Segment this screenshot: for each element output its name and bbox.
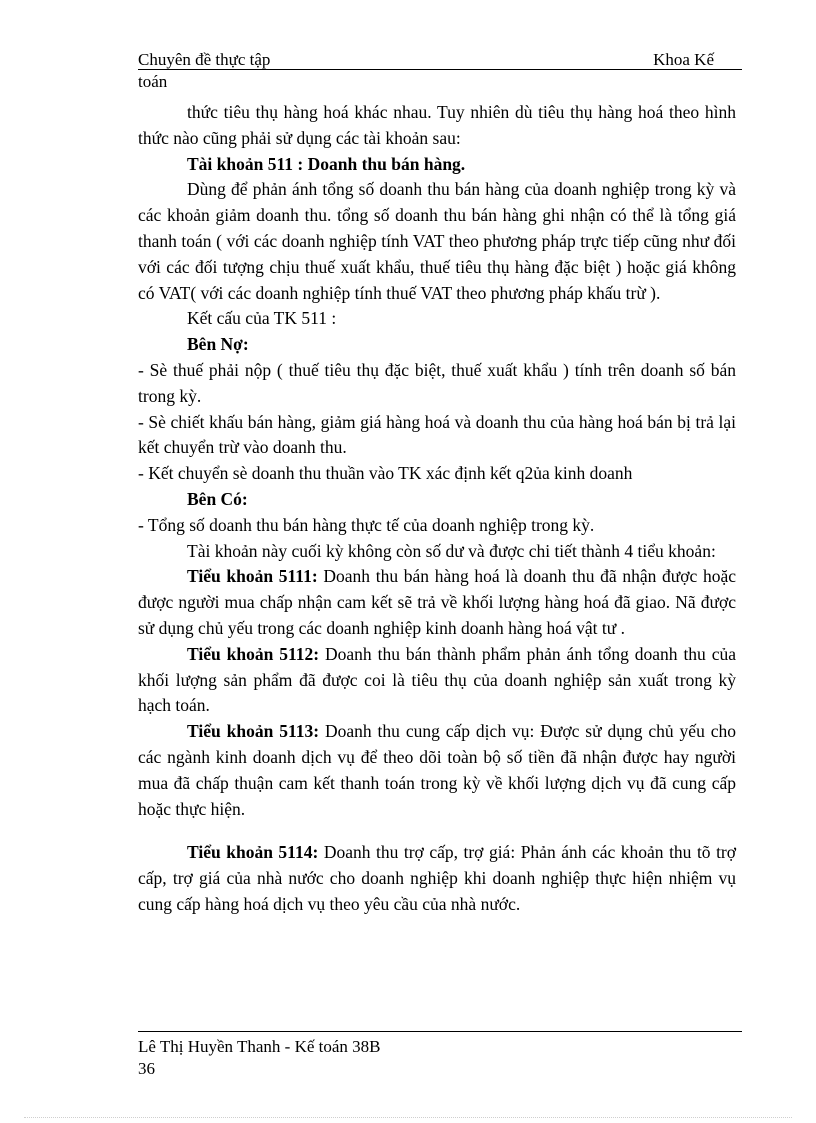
heading-account-511: Tài khoản 511 : Doanh thu bán hàng. [187, 153, 466, 174]
paragraph-5112 [138, 642, 736, 719]
header-left: Chuyên đề thực tập [138, 50, 271, 69]
paragraph-gap [138, 822, 736, 840]
text-5113: Doanh thu cung cấp dịch vụ: Được sử dụng chủ yếu cho các ngành kinh doanh dịch vụ để theo dõi toàn bộ số tiền đã nhận được hay người mua đã chấp thuận cam kết thanh toán trong kỳ về khối lượng dịch vụ đã cung cấp hoặc thực hiện. [138, 721, 736, 819]
page-header [138, 50, 742, 91]
page-number: 36 [138, 1059, 155, 1078]
heading-debit: Bên Nợ: [187, 334, 249, 355]
page-bottom-border [24, 1117, 792, 1118]
paragraph-intro: thức tiêu thụ hàng hoá khác nhau. Tuy nhiên dù tiêu thụ hàng hoá theo hình thức nào cũng phải sử dụng các tài khoản sau: [138, 102, 736, 148]
footer-author: Lê Thị Huyền Thanh - Kế toán 38B [138, 1037, 381, 1056]
debit-item-3: - Kết chuyển sè doanh thu thuần vào TK xác định kết q2ủa kinh doanh [138, 463, 633, 484]
header-row [138, 50, 742, 70]
document-body [138, 100, 736, 918]
text-5112: Doanh thu bán thành phẩm phản ánh tổng doanh thu của khối lượng sản phẩm đã được coi là tiêu thụ của doanh nghiệp sản xuất trong kỳ hạch toán. [138, 643, 736, 716]
header-right: Khoa Kế [653, 50, 714, 69]
text-5114: Doanh thu trợ cấp, trợ giá: Phản ánh các khoản thu tõ trợ cấp, trợ giá của nhà nước cho doanh nghiệp khi doanh nghiệp thực hiện nhiệm vụ cung cấp hàng hoá dịch vụ theo yêu cầu của nhà nước. [138, 842, 737, 914]
debit-item-2: - Sè chiết khấu bán hàng, giảm giá hàng hoá và doanh thu của hàng hoá bán bị trả lại kết chuyển trừ vào doanh thu. [138, 411, 736, 458]
page-footer [138, 1031, 742, 1080]
paragraph-5113 [138, 719, 736, 822]
label-5111: Tiểu khoản 5111: [187, 566, 318, 587]
heading-credit: Bên Có: [187, 488, 248, 509]
label-5114: Tiểu khoản 5114: [187, 842, 319, 863]
paragraph-sub-accounts: Tài khoản này cuối kỳ không còn số dư và được chi tiết thành 4 tiểu khoản: [187, 540, 716, 561]
label-5113: Tiểu khoản 5113: [187, 721, 320, 742]
paragraph-account-511-desc: Dùng để phản ánh tổng số doanh thu bán hàng của doanh nghiệp trong kỳ và các khoản giảm doanh thu. tổng số doanh thu bán hàng ghi nhận có thể là tổng giá thanh toán ( với các doanh nghiệp tính VAT theo phương pháp trực tiếp cũng như đối với các đối tượng chịu thuế xuất khẩu, thuế tiêu thụ hàng đặc biệt ) hoặc giá không có VAT( với các doanh nghiệp tính thuế VAT theo phương pháp khấu trừ ). [138, 179, 736, 303]
credit-item-1: - Tổng số doanh thu bán hàng thực tế của doanh nghiệp trong kỳ. [138, 514, 595, 535]
debit-item-1: - Sè thuế phải nộp ( thuế tiêu thụ đặc biệt, thuế xuất khẩu ) tính trên doanh số bán trong kỳ. [138, 359, 736, 406]
label-5112: Tiểu khoản 5112: [187, 643, 320, 664]
paragraph-5114 [138, 840, 736, 917]
paragraph-5111 [138, 564, 736, 641]
paragraph-structure: Kết cấu của TK 511 : [187, 308, 337, 329]
header-wrap: toán [138, 72, 168, 91]
footer-rule [138, 1031, 742, 1032]
text-5111: Doanh thu bán hàng hoá là doanh thu đã nhận được hoặc được người mua chấp nhận cam kết sẽ trả về khối lượng hàng hoá đã giao. Nã được sử dụng chủ yếu trong các doanh nghiệp kinh doanh hàng hoá vật tư . [138, 566, 736, 638]
